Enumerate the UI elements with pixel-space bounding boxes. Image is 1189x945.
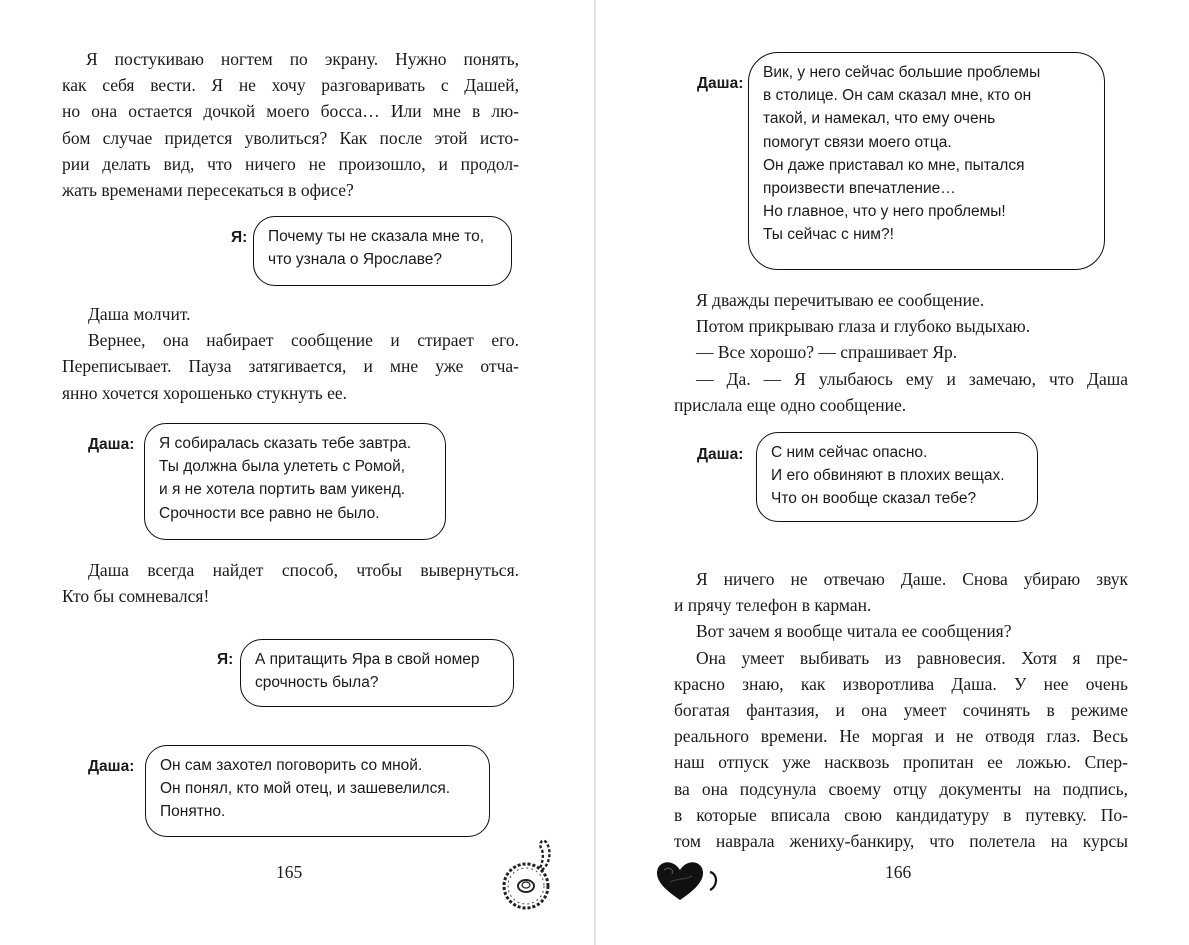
message-speaker: Я: <box>231 229 248 246</box>
message-line: Ты сейчас с ним?! <box>763 226 894 244</box>
message-speaker: Даша: <box>697 75 744 92</box>
message-line: Понятно. <box>160 803 226 821</box>
message-speaker: Даша: <box>697 446 744 463</box>
message-bubble <box>748 52 1105 270</box>
text-line: жать временами пересекаться в офисе? <box>62 180 354 201</box>
message-line: Он даже приставал ко мне, пытался <box>763 156 1025 174</box>
paragraph <box>62 46 519 203</box>
message-bubble <box>240 639 514 707</box>
text-line: наш отпуск уже насквозь пропитан ее ложью. Спер- <box>674 752 1128 773</box>
text-line: янно хочется хорошенько стукнуть ее. <box>62 382 348 403</box>
message-speaker: Даша: <box>88 436 135 453</box>
message-line: Я собиралась сказать тебе завтра. <box>159 435 412 452</box>
text-line: — Да. — Я улыбаюсь ему и замечаю, что Даша <box>696 368 1128 389</box>
text-line: Я постукиваю ногтем по экрану. Нужно понять, <box>86 49 519 69</box>
text-line: бом случае придется уволиться? Как после этой исто- <box>62 127 519 148</box>
text-line: рии делать вид, что ничего не произошло, и продол- <box>62 153 519 174</box>
text-line: том наврала жениху-банкиру, что полетела на курсы <box>674 831 1128 852</box>
text-line: Даша всегда найдет способ, чтобы вывернуться. <box>88 560 519 580</box>
text-line: прислала еще одно сообщение. <box>674 394 907 415</box>
text-line: Даша молчит. <box>88 304 191 324</box>
message-bubble <box>145 745 490 837</box>
text-line: Я ничего не отвечаю Даше. Снова убираю звук <box>696 569 1128 589</box>
text-line: Вот зачем я вообще читала ее сообщения? <box>696 621 1012 642</box>
message-line: А притащить Яра в свой номер <box>255 651 480 668</box>
message-line: Ты должна была улететь с Ромой, <box>159 458 406 476</box>
message-line: что узнала о Ярославе? <box>268 251 443 269</box>
message-line: Он сам захотел поговорить со мной. <box>160 757 423 774</box>
paragraph <box>62 301 519 406</box>
message-line: Но главное, что у него проблемы! <box>763 203 1006 221</box>
message-line: в столице. Он сам сказал мне, кто он <box>763 87 1032 105</box>
text-line: в которые вписала свою кандидатуру в путевку. По- <box>674 804 1128 825</box>
text-line: красно знаю, как изворотлива Даша. У нее очень <box>674 673 1128 694</box>
text-line: Переписывает. Пауза затягивается, и мне уже отча- <box>62 356 519 377</box>
text-line: богатая фантазия, и она умеет сочинять в режиме <box>674 700 1128 721</box>
message-line: И его обвиняют в плохих вещах. <box>771 467 1005 485</box>
message-line: Он понял, кто мой отец, и зашевелился. <box>160 780 451 798</box>
message-bubble <box>253 216 512 286</box>
text-line: реального времени. Не моргая и не отводя глаз. Весь <box>674 726 1128 747</box>
message-speaker: Я: <box>217 651 234 668</box>
message-speaker: Даша: <box>88 758 135 775</box>
page-number: 165 <box>276 862 303 882</box>
message-bubble <box>144 423 446 540</box>
paragraph <box>674 566 1128 854</box>
message-line: и я не хотела портить вам уикенд. <box>159 481 406 499</box>
text-line: Я дважды перечитываю ее сообщение. <box>696 290 985 310</box>
text-line: Вернее, она набирает сообщение и стирает его. <box>88 330 519 351</box>
text-line: Она умеет выбивать из равновесия. Хотя я пре- <box>696 647 1128 668</box>
message-bubble <box>756 432 1038 522</box>
text-line: Потом прикрываю глаза и глубоко выдыхаю. <box>696 316 1031 337</box>
right-page <box>596 0 1189 945</box>
text-line: как себя вести. Я не хочу разговаривать с Дашей, <box>62 75 519 96</box>
message-line: произвести впечатление… <box>763 180 956 198</box>
page-number: 166 <box>885 862 912 882</box>
left-page <box>0 0 594 945</box>
message-line: Почему ты не сказала мне то, <box>268 228 485 245</box>
text-line: но она остается дочкой моего босса… Или мне в лю- <box>62 101 519 122</box>
text-line: — Все хорошо? — спрашивает Яр. <box>696 342 958 363</box>
message-line: помогут связи моего отца. <box>763 133 952 151</box>
text-line: и прячу телефон в карман. <box>674 595 872 616</box>
ring-bracelet-icon <box>498 834 562 914</box>
heart-icon <box>652 856 732 906</box>
message-line: такой, и намекал, что ему очень <box>763 110 996 128</box>
text-line: Кто бы сомневался! <box>62 586 210 607</box>
text-line: ва она подсунула своему отцу документы на подпись, <box>674 778 1128 799</box>
message-line: Срочности все равно не было. <box>159 504 380 522</box>
message-line: Вик, у него сейчас большие проблемы <box>763 64 1041 81</box>
paragraph <box>62 557 519 609</box>
message-line: срочность была? <box>255 674 379 692</box>
message-line: Что он вообще сказал тебе? <box>771 490 977 508</box>
paragraph <box>674 287 1128 418</box>
message-line: С ним сейчас опасно. <box>771 444 928 461</box>
